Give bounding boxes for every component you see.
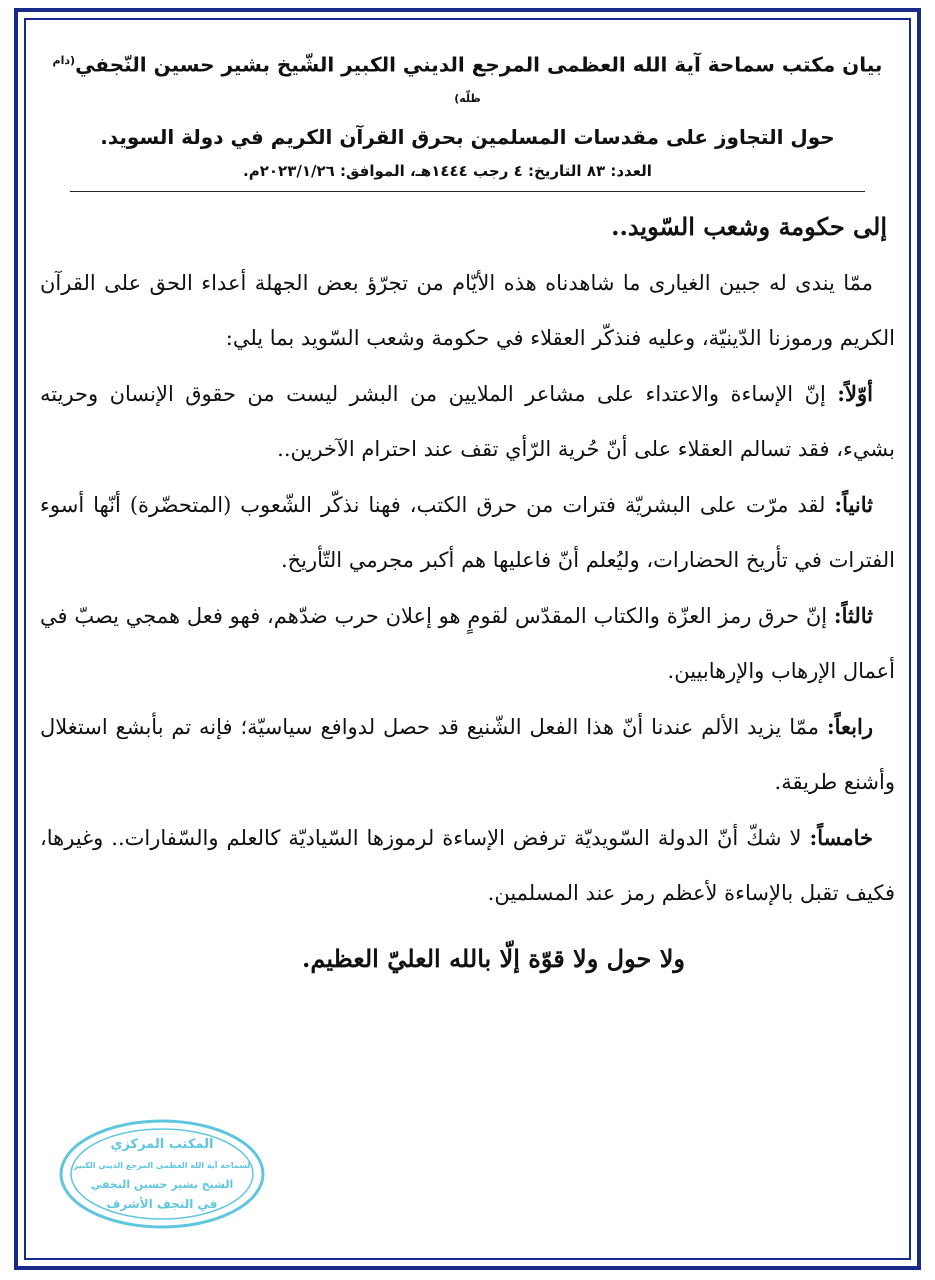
intro-paragraph: ممّا يندى له جبين الغيارى ما شاهدناه هذه الأيّام من تجرّؤ بعض الجهلة أعداء الحق على القرآن الكريم ورموزنا الدّينيّة، وعليه فنذكّر العقلاء في حكومة وشعب السّويد بما يلي: xyxy=(40,271,895,351)
point-label: أوّلاً: xyxy=(837,381,873,407)
point-fourth xyxy=(40,699,895,810)
statement-subtitle: حول التجاوز على مقدسات المسلمين بحرق القرآن الكريم في دولة السويد. xyxy=(100,125,835,150)
point-text: إنّ حرق رمز العزّة والكتاب المقدّس لقومٍ هو إعلان حرب ضدّهم، فهو فعل همجي يصبّ في أعمال الإرهاب والإرهابيين. xyxy=(40,604,895,684)
point-text: لقد مرّت على البشريّة فترات من حرق الكتب، فهنا نذكّر الشّعوب (المتحضّرة) أنّها أسوء الفترات في تأريخ الحضارات، وليُعلم أنّ فاعليها هم أكبر مجرمي التّأريخ. xyxy=(40,493,895,573)
point-label: رابعاً: xyxy=(826,714,873,740)
office-seal-stamp xyxy=(58,1118,266,1230)
header-divider xyxy=(70,191,865,192)
title-main: بيان مكتب سماحة آية الله العظمى المرجع الديني الكبير الشّيخ بشير حسين النّجفي xyxy=(75,52,883,77)
point-first xyxy=(40,366,895,477)
point-text: ممّا يزيد الألم عندنا أنّ هذا الفعل الشّنيع قد حصل لدوافع سياسيّة؛ فإنه تم بأبشع استغلال وأشنع طريقة. xyxy=(40,715,895,795)
title-honorific: (دام ظلّه) xyxy=(52,54,481,105)
point-label: خامساً: xyxy=(809,825,873,851)
stamp-line4: في النجف الأشرف xyxy=(106,1197,218,1211)
statement-title xyxy=(40,44,895,119)
salutation: إلى حكومة وشعب السّويد.. xyxy=(611,212,887,242)
reference-line: العدد: ٨٣ التاريخ: ٤ رجب ١٤٤٤هـ، الموافق: ٢٠٢٣/١/٢٦م. xyxy=(243,162,652,181)
point-text: لا شكّ أنّ الدولة السّويديّة ترفض الإساءة لرموزها السّياديّة كالعلم والسّفارات.. وغيرها، فكيف تقبل بالإساءة لأعظم رمز عند المسلمين. xyxy=(40,826,895,906)
point-fifth xyxy=(40,810,895,921)
point-label: ثالثاً: xyxy=(833,603,873,629)
stamp-line3: الشيخ بشير حسين النجفي xyxy=(90,1178,234,1191)
stamp-line1: المكتب المركزي xyxy=(110,1137,214,1152)
point-third xyxy=(40,588,895,699)
point-second xyxy=(40,477,895,588)
statement-body xyxy=(40,34,895,987)
point-label: ثانياً: xyxy=(834,492,873,518)
point-text: إنّ الإساءة والاعتداء على مشاعر الملايين من البشر ليست من حقوق الإنسان وحريته بشيء، فقد تسالم العقلاء على أنّ حُرية الرّأي تقف عند احترام الآخرين.. xyxy=(40,382,895,462)
closing-phrase: ولا حول ولا قوّة إلّا بالله العليّ العظيم. xyxy=(302,944,685,974)
stamp-line2: لسماحة آية الله العظمى المرجع الديني الكبير xyxy=(73,1161,251,1170)
